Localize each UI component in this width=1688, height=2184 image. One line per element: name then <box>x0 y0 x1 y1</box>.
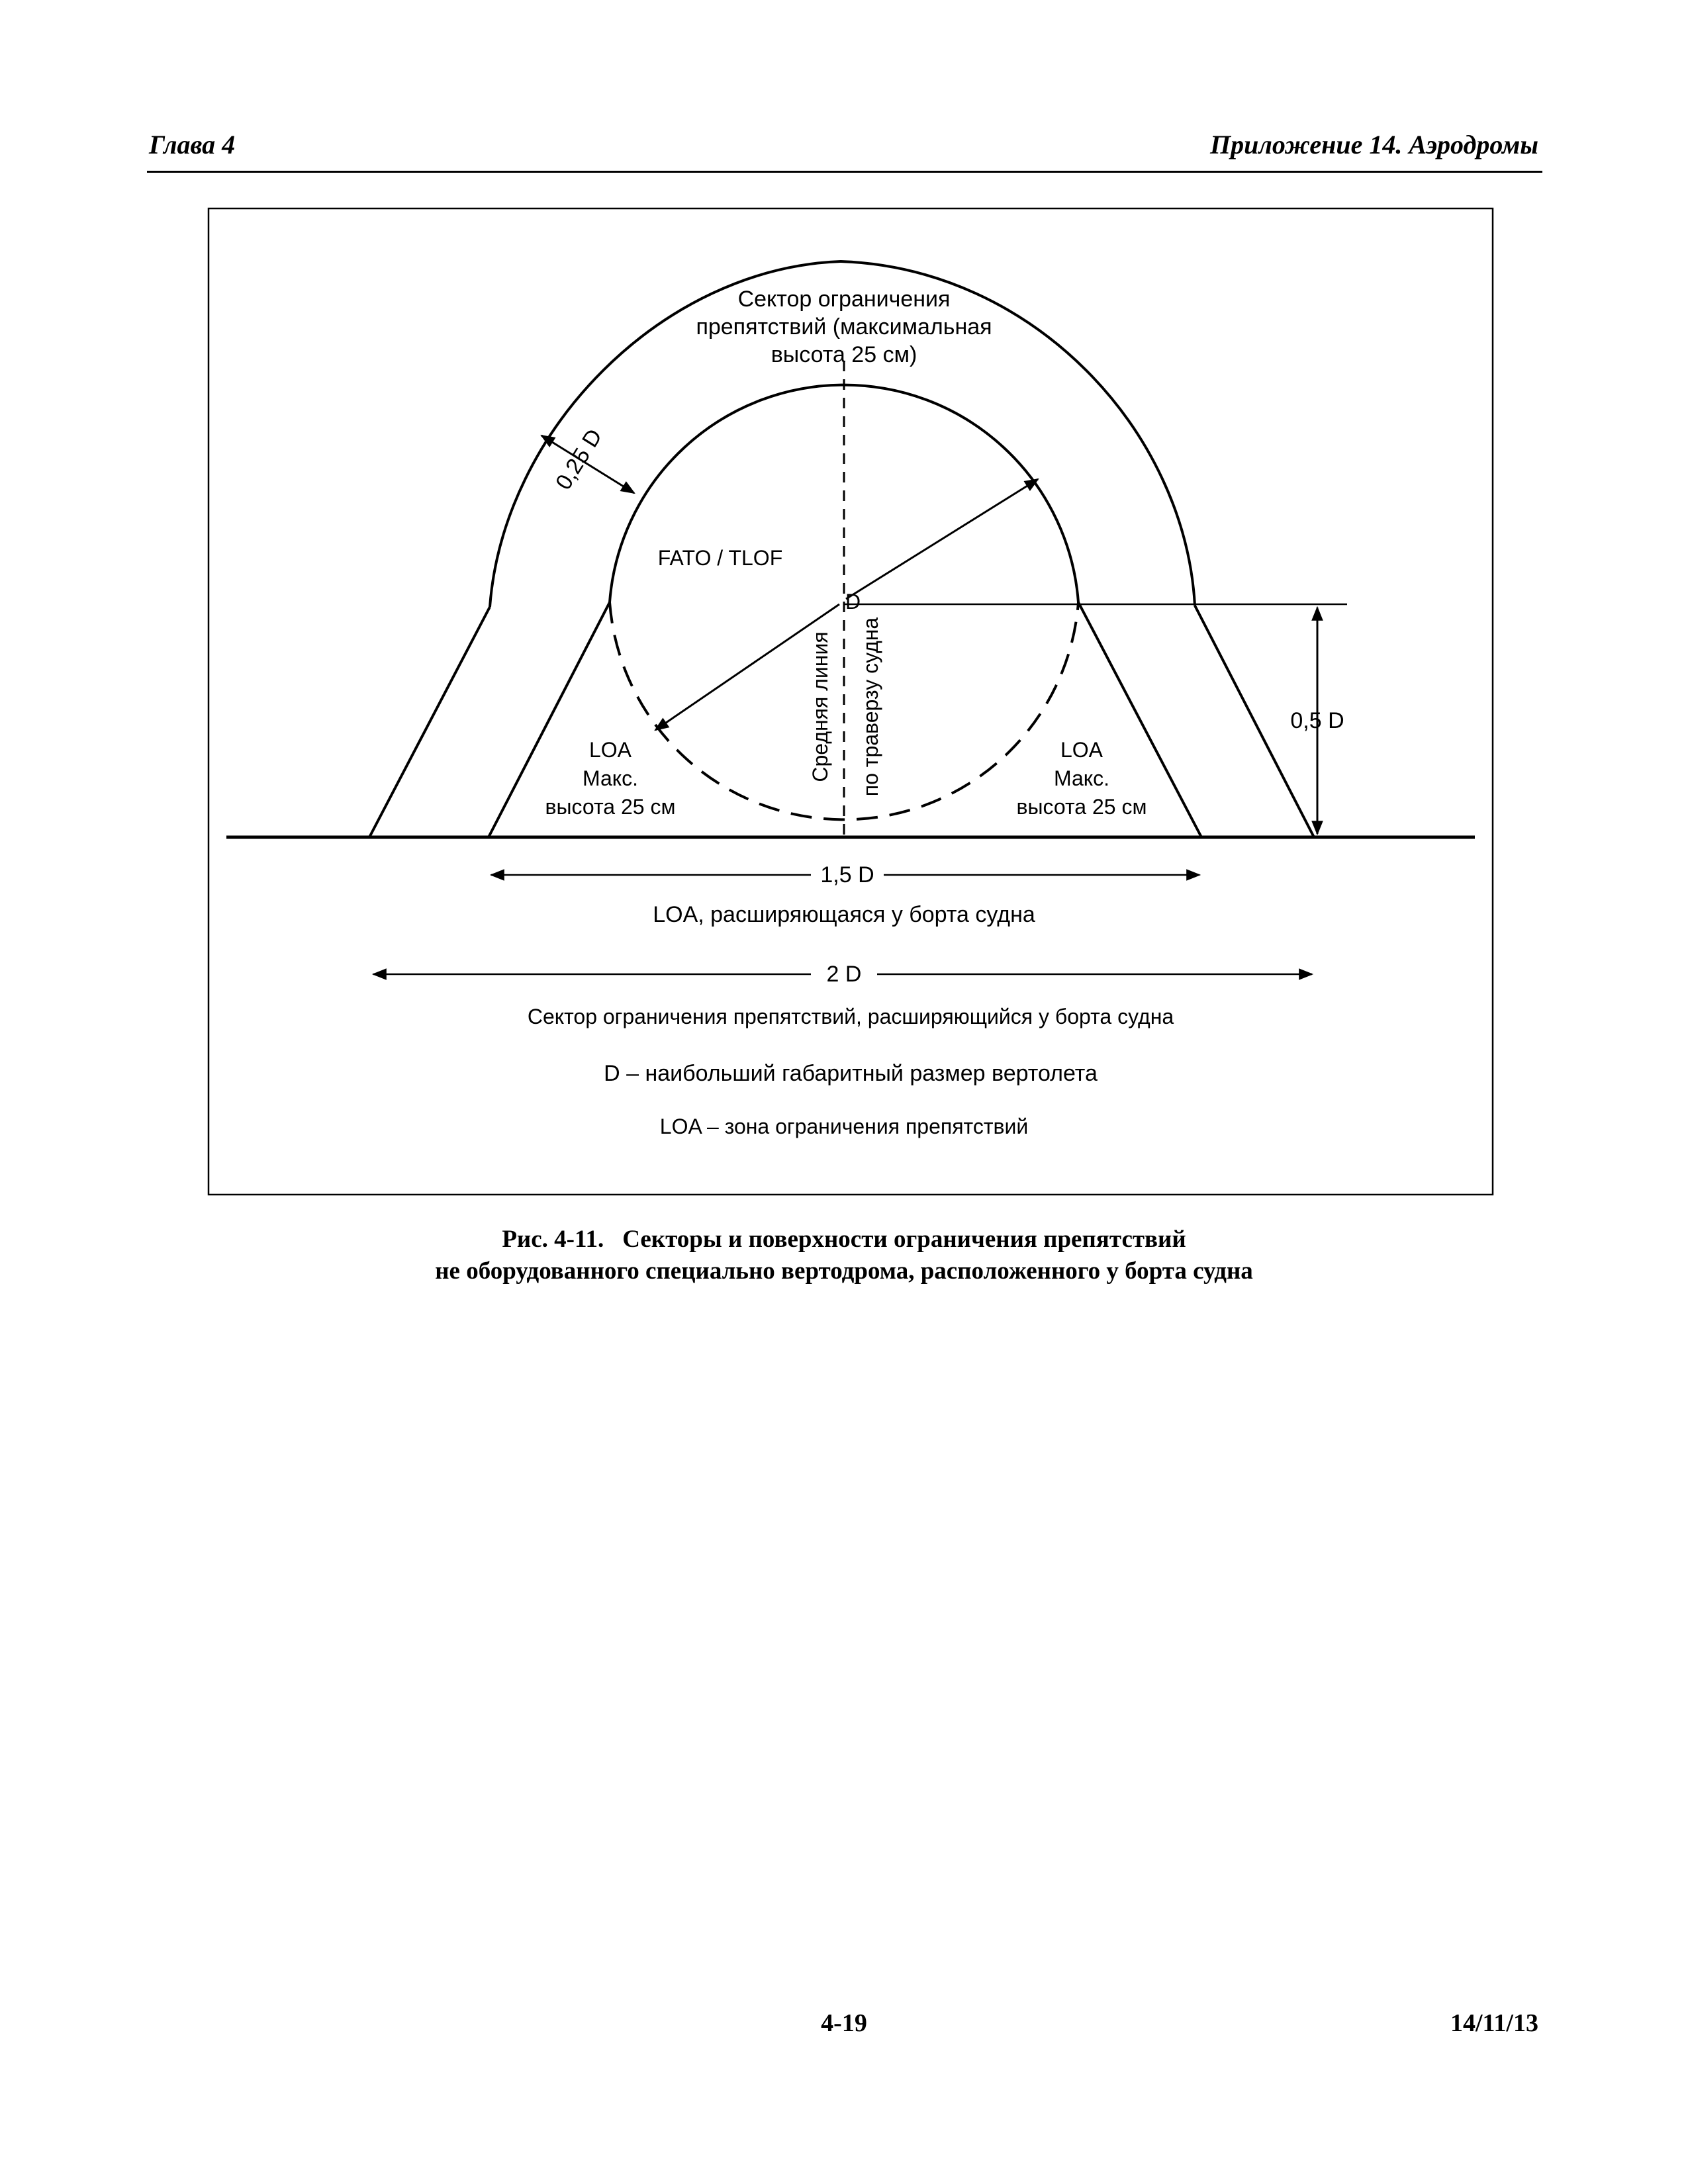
sector-title-line3: высота 25 см) <box>771 342 917 367</box>
loa-right-line3: высота 25 см <box>1016 795 1147 819</box>
dim-2d-label: 2 D <box>826 962 862 987</box>
figure-number: Рис. 4-11. <box>502 1226 604 1253</box>
dim-025d-label: 0,25 D <box>551 424 608 494</box>
d-label: D <box>845 590 861 614</box>
header-chapter: Глава 4 <box>149 130 236 159</box>
midline-label-2: по траверзу судна <box>859 617 882 797</box>
midline-label-1: Средняя линия <box>808 631 832 782</box>
loa-expanding-label: LOA, расширяющаяся у борта судна <box>653 902 1035 927</box>
page-date: 14/11/13 <box>1450 2009 1538 2037</box>
page-number: 4-19 <box>821 2009 867 2037</box>
loa-left-line2: Макс. <box>582 766 639 790</box>
loa-left-line1: LOA <box>588 738 632 762</box>
legend-d: D – наибольший габаритный размер вертолета <box>604 1061 1098 1086</box>
sector-title-line2: препятствий (максимальная <box>696 314 992 340</box>
sector-title-line1: Сектор ограничения <box>737 287 951 312</box>
dim-05d-label: 0,5 D <box>1290 708 1344 733</box>
figure-title-line1: Секторы и поверхности ограничения препятствий <box>622 1226 1186 1253</box>
figure-caption-line1 <box>0 1224 1688 1255</box>
sector-expanding-label: Сектор ограничения препятствий, расширяющийся у борта судна <box>527 1005 1174 1028</box>
header-annex: Приложение 14. Аэродромы <box>1209 130 1538 159</box>
loa-right-line2: Макс. <box>1053 766 1110 790</box>
outer-left-diagonal <box>369 607 490 837</box>
loa-right-line1: LOA <box>1060 738 1103 762</box>
loa-left-line3: высота 25 см <box>545 795 676 819</box>
figure-caption-line2: не оборудованного специально вертодрома, расположенного у борта судна <box>435 1257 1253 1285</box>
legend-loa: LOA – зона ограничения препятствий <box>659 1115 1029 1138</box>
radius-arrow-upper <box>846 479 1038 599</box>
fato-label: FATO / TLOF <box>657 546 783 570</box>
dim-15d-label: 1,5 D <box>820 862 874 887</box>
